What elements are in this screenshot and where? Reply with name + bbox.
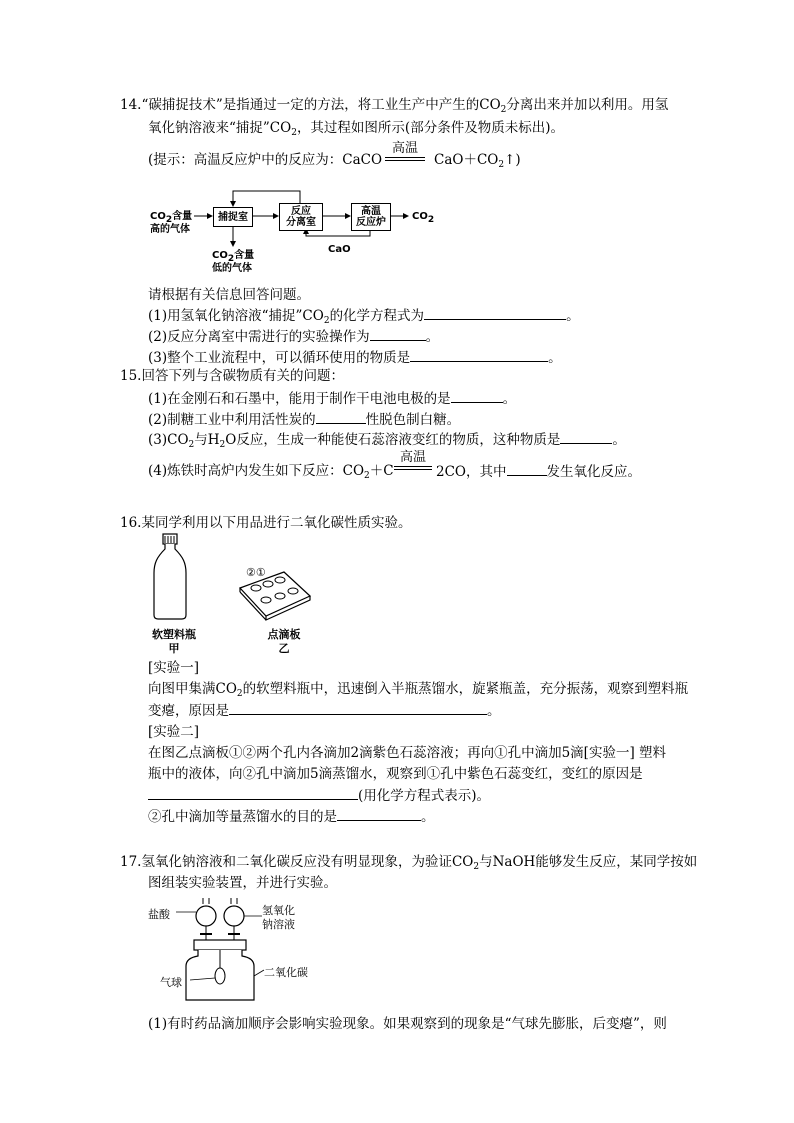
answer-blank[interactable] [370, 327, 426, 341]
part-text: (3)整个工业流程中，可以循环使用的物质是 [148, 350, 411, 366]
part-text: 。 [566, 308, 580, 324]
q14-part3 [148, 348, 562, 367]
answer-blank[interactable] [337, 807, 421, 821]
output-co2-label [412, 211, 435, 225]
label-text: 钠溶液 [262, 918, 295, 931]
label-text: 氢氧化 [262, 904, 295, 917]
answer-blank[interactable] [229, 701, 487, 715]
box-text: 反应炉 [356, 217, 386, 228]
exp1-line1 [148, 680, 688, 698]
q14-text: 分离出来并加以利用。用氢 [506, 97, 669, 113]
part-text: (3)CO [148, 432, 189, 448]
q14-part1 [148, 306, 580, 325]
cao-label: CaO [328, 244, 351, 255]
part-text: (2)反应分离室中需进行的实验操作为 [148, 329, 370, 345]
caption-text: 乙 [278, 642, 290, 655]
part-text: O反应，生成一种能使石蕊溶液变红的物质，这种物质是 [225, 432, 561, 448]
subscript: 2 [219, 440, 226, 450]
answer-blank[interactable] [316, 410, 366, 424]
answer-blank[interactable] [410, 348, 548, 362]
q17-line1 [120, 853, 697, 871]
exp2-heading: [实验二] [148, 724, 200, 740]
label-text: 含量 [234, 250, 255, 261]
label-text: CO [150, 211, 166, 222]
equal-sign [394, 466, 432, 470]
subscript: 2 [291, 128, 297, 138]
exp-text: 向图甲集满CO [148, 681, 237, 697]
part-text: 与H [194, 432, 220, 448]
q14-intro: 请根据有关信息回答问题。 [148, 287, 310, 303]
exp-text: 。 [487, 703, 501, 719]
q15-part3 [148, 430, 626, 449]
q15-part4 [148, 462, 394, 480]
part-text: 2CO，其中 [436, 464, 507, 480]
q15-part4-tail [436, 462, 641, 481]
exp2-line4 [148, 807, 435, 826]
subscript: 2 [323, 316, 330, 326]
part-text: (2)制糖工业中利用活性炭的 [148, 412, 316, 428]
exp2-line3 [148, 786, 490, 805]
box-text: 高温 [361, 206, 381, 217]
part-text: 。 [425, 329, 440, 345]
hint-text: CaO＋CO [434, 152, 499, 168]
q14-part2 [148, 327, 439, 346]
part-text: (1)用氢氧化钠溶液“捕捉”CO [148, 308, 324, 324]
exp2-line1: 在图乙点滴板①②两个孔内各滴加2滴紫色石蕊溶液；再向①孔中滴加5滴[实验一] 塑料 [148, 745, 667, 761]
label-text: CO [212, 250, 228, 261]
q14-text: ，其过程如图所示(部分条件及物质未标出)。 [296, 120, 564, 136]
subscript: 2 [498, 160, 505, 170]
part-text: 。 [612, 432, 626, 448]
co2-label: 二氧化碳 [264, 966, 308, 979]
exp1-heading: [实验一] [148, 660, 200, 676]
input-gas-label [150, 211, 193, 225]
part-text: 发生氧化反应。 [546, 464, 641, 480]
q17-text: 与NaOH能够发生反应，某同学按如 [479, 854, 698, 870]
subscript: 2 [188, 440, 195, 450]
subscript: 2 [473, 862, 480, 872]
answer-blank[interactable] [424, 306, 566, 320]
part-text: 。 [502, 391, 517, 407]
label-text: CO [412, 211, 428, 222]
exp1-line2 [148, 701, 501, 720]
exp2-line2: 瓶中的液体，向②孔中滴加5滴蒸馏水，观察到①孔中紫色石蕊变红，变红的原因是 [148, 766, 643, 782]
input-gas-label-2: 高的气体 [150, 224, 190, 235]
q15-condition-arrow [394, 451, 432, 470]
q15-head: 15.回答下列与含碳物质有关的问题： [120, 368, 344, 384]
part-text: ＋C [369, 463, 394, 479]
answer-blank[interactable] [507, 462, 547, 476]
exp-text: (用化学方程式表示)。 [358, 788, 491, 804]
box-text: 分离室 [286, 217, 316, 228]
flow-arrows [0, 0, 794, 290]
part-text: (4)炼铁时高炉内发生如下反应：CO [148, 463, 365, 479]
low-gas-label-2: 低的气体 [212, 263, 252, 274]
separation-chamber-box [279, 203, 323, 231]
subscript: 2 [165, 215, 173, 225]
q15-part2 [148, 410, 460, 429]
box-text: 反应 [291, 206, 311, 217]
hint-text: ↑) [504, 152, 521, 168]
hcl-label: 盐酸 [148, 908, 170, 921]
caption-text: 软塑料瓶 [152, 628, 196, 641]
low-gas-label [212, 250, 255, 264]
caption-text: 点滴板 [267, 628, 301, 641]
condition-label: 高温 [391, 141, 418, 156]
plastic-bottle-illustration [148, 533, 218, 623]
subscript: 2 [364, 471, 370, 481]
answer-blank[interactable] [451, 389, 503, 403]
furnace-box [351, 203, 391, 231]
subscript: 2 [500, 105, 507, 115]
condition-label: 高温 [399, 450, 426, 465]
answer-blank[interactable] [148, 786, 358, 800]
capture-chamber-box: 捕捉室 [213, 207, 253, 227]
exp-text: 变瘪，原因是 [148, 703, 229, 719]
part-text: 性脱色制白糖。 [365, 412, 461, 428]
caption-text: 甲 [168, 642, 180, 655]
q14-text: 氧化钠溶液来“捕捉”CO [148, 120, 292, 136]
q16-head: 16.某同学利用以下用品进行二氧化碳性质实验。 [120, 515, 412, 531]
q17-line2: 图组装实验装置，并进行实验。 [148, 875, 337, 891]
flow-diagram [0, 0, 794, 290]
hint-text: (提示：高温反应炉中的反应为：CaCO [148, 152, 383, 168]
part-text: (1)在金刚石和石墨中，能用于制作干电池电极的是 [148, 391, 451, 407]
naoh-label [262, 904, 295, 932]
subscript: 2 [427, 215, 435, 225]
subscript: 2 [227, 254, 235, 264]
exp-text: 的软塑料瓶中，迅速倒入半瓶蒸馏水，旋紧瓶盖，充分振荡，观察到塑料瓶 [242, 681, 689, 697]
bottle-caption [144, 628, 204, 656]
answer-blank[interactable] [560, 430, 612, 444]
part-text: 的化学方程式为 [329, 308, 425, 324]
q14-text: 14.“碳捕捉技术”是指通过一定的方法，将工业生产中产生的CO [120, 97, 501, 113]
balloon-label: 气球 [160, 976, 182, 989]
spot-plate-marks: ②① [246, 566, 266, 579]
part-text: 。 [548, 350, 562, 366]
label-text: 含量 [172, 211, 193, 222]
exp-text: ②孔中滴加等量蒸馏水的目的是 [148, 809, 337, 825]
exp-text: 。 [421, 809, 435, 825]
subscript: 2 [236, 689, 243, 699]
q15-part1 [148, 389, 516, 408]
q17-part1: (1)有时药品滴加顺序会影响实验现象。如果观察到的现象是“气球先膨胀，后变瘪”，则 [148, 1016, 667, 1032]
q17-text: 17.氢氧化钠溶液和二氧化碳反应没有明显现象，为验证CO [120, 854, 474, 870]
spot-plate-caption [254, 628, 314, 656]
